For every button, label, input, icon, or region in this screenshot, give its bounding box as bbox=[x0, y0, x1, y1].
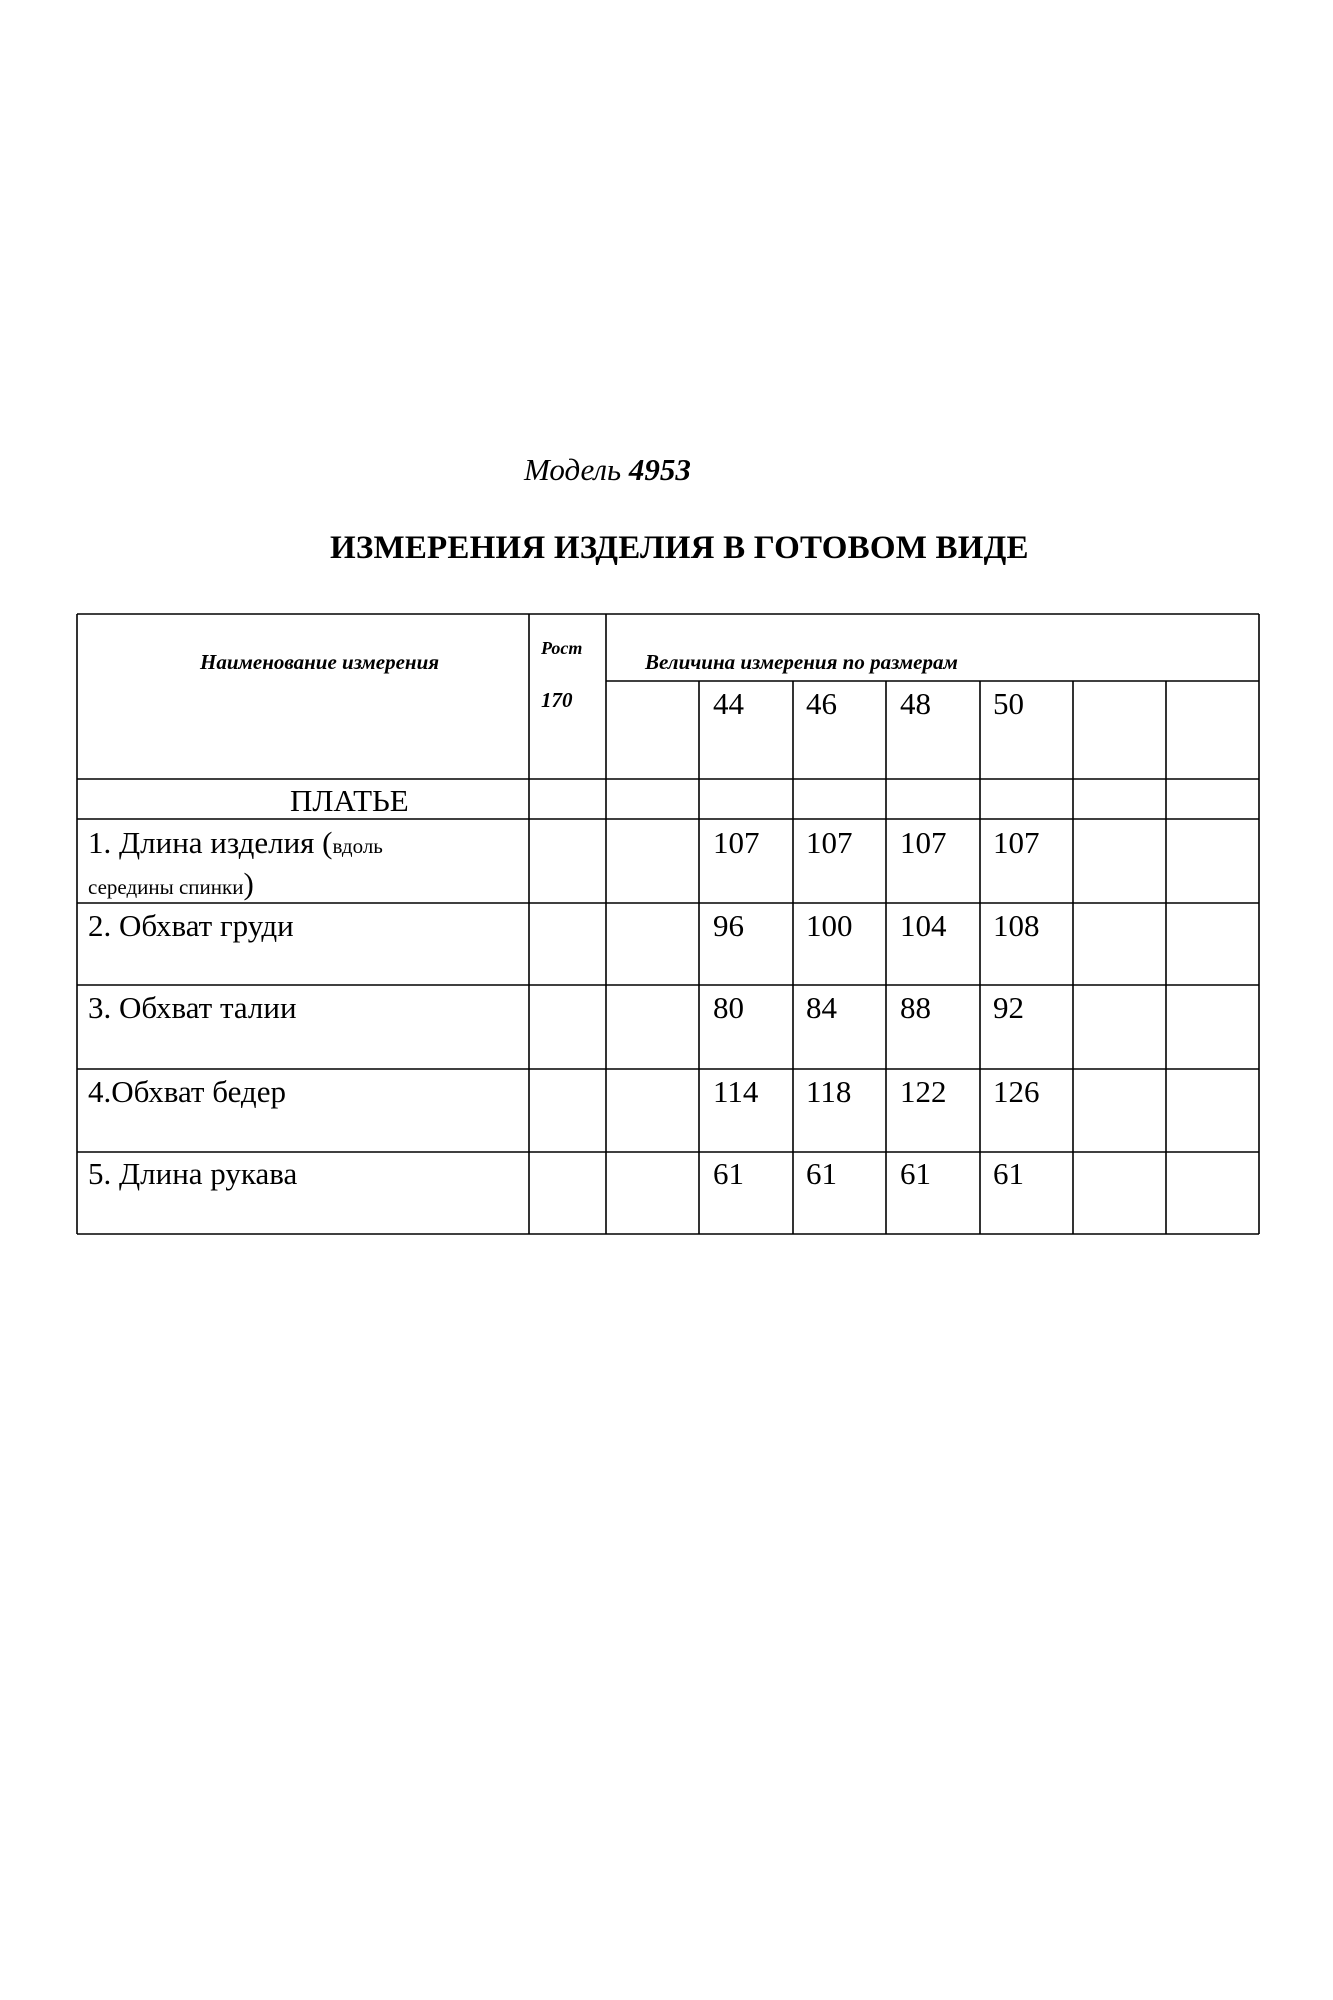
model-prefix: Модель bbox=[524, 452, 622, 487]
header-height-label: Рост bbox=[541, 638, 583, 658]
row-3-value-48: 88 bbox=[900, 990, 931, 1025]
row-label-1-small: вдоль bbox=[332, 834, 383, 858]
row-2-value-44: 96 bbox=[713, 908, 744, 943]
row-1-value-48: 107 bbox=[900, 825, 947, 860]
row-label-1-line2-small: середины спинки bbox=[88, 875, 244, 899]
row-label-1-close: ) bbox=[243, 866, 254, 901]
row-5-value-46: 61 bbox=[806, 1156, 837, 1191]
row-1-value-44: 107 bbox=[713, 825, 760, 860]
row-label-1-line2 bbox=[88, 866, 254, 902]
model-line bbox=[524, 452, 691, 488]
row-3-value-46: 84 bbox=[806, 990, 837, 1025]
row-label-2: 2. Обхват груди bbox=[88, 908, 294, 943]
row-2-value-48: 104 bbox=[900, 908, 947, 943]
row-4-value-46: 118 bbox=[806, 1074, 852, 1109]
row-1-value-50: 107 bbox=[993, 825, 1040, 860]
header-measurement-name: Наименование измерения bbox=[200, 650, 440, 674]
row-5-value-50: 61 bbox=[993, 1156, 1024, 1191]
size-header-4: 50 bbox=[993, 686, 1024, 721]
row-4-value-44: 114 bbox=[713, 1074, 759, 1109]
size-header-2: 46 bbox=[806, 686, 837, 721]
row-label-1-main: 1. Длина изделия ( bbox=[88, 825, 333, 860]
row-5-value-48: 61 bbox=[900, 1156, 931, 1191]
row-4-value-50: 126 bbox=[993, 1074, 1040, 1109]
row-label-4: 4.Обхват бедер bbox=[88, 1074, 286, 1109]
row-2-value-46: 100 bbox=[806, 908, 853, 943]
header-sizes-label: Величина измерения по размерам bbox=[645, 650, 958, 674]
row-label-1 bbox=[88, 825, 383, 861]
size-header-1: 44 bbox=[713, 686, 744, 721]
row-label-3: 3. Обхват талии bbox=[88, 990, 297, 1025]
size-header-3: 48 bbox=[900, 686, 931, 721]
row-3-value-44: 80 bbox=[713, 990, 744, 1025]
row-5-value-44: 61 bbox=[713, 1156, 744, 1191]
model-number: 4953 bbox=[628, 452, 691, 487]
document-title: ИЗМЕРЕНИЯ ИЗДЕЛИЯ В ГОТОВОМ ВИДЕ bbox=[330, 530, 1029, 566]
section-label-dress: ПЛАТЬЕ bbox=[290, 783, 409, 818]
row-3-value-50: 92 bbox=[993, 990, 1024, 1025]
row-1-value-46: 107 bbox=[806, 825, 853, 860]
row-4-value-48: 122 bbox=[900, 1074, 947, 1109]
header-height-value: 170 bbox=[541, 688, 573, 712]
row-label-5: 5. Длина рукава bbox=[88, 1156, 298, 1191]
row-2-value-50: 108 bbox=[993, 908, 1040, 943]
